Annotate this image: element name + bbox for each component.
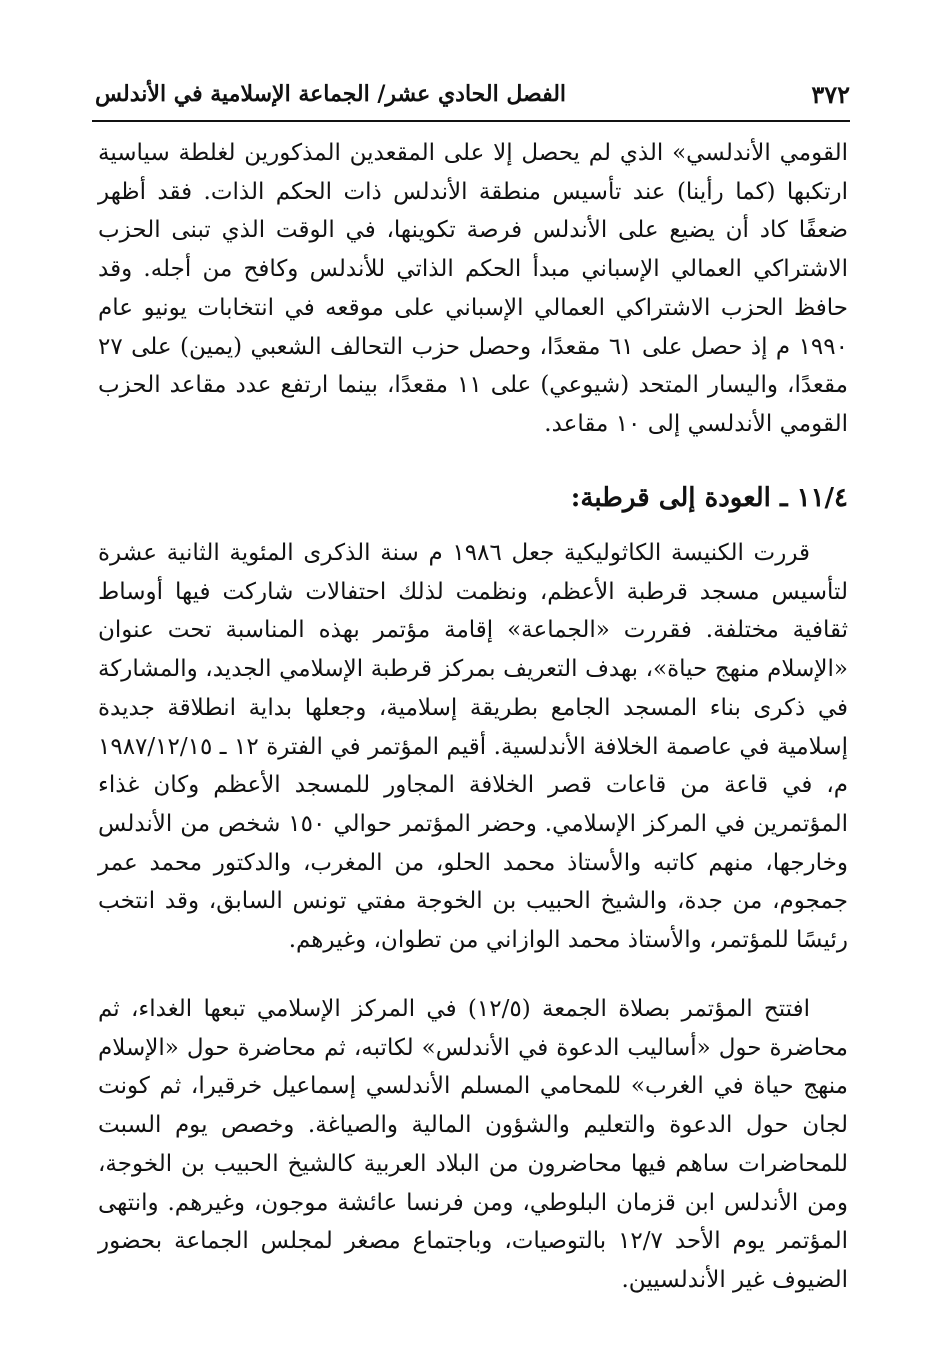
paragraph-3: افتتح المؤتمر بصلاة الجمعة (١٢/٥) في المركز الإسلامي تبعها الغداء، ثم محاضرة حول «أساليب الدعوة في الأندلس» لكاتبه، ثم محاضرة حول «الإسلام منهج حياة في الغرب» للمحامي المسلم الأندلسي إسماعيل خرقيرا، ثم كونت لجان حول الدعوة والتعليم والشؤون المالية والصياغة. وخصص يوم السبت للمحاضرات ساهم فيها محاضرون من البلاد العربية كالشيخ الحبيب بن الخوجة، ومن الأندلس ابن قزمان البلوطي، ومن فرنسا عائشة موجون، وغيرهم. وانتهى المؤتمر يوم الأحد ١٢/٧ بالتوصيات، وباجتماع مصغر لمجلس الجماعة بحضور الضيوف غير الأندلسيين.	[98, 996, 849, 1293]
paragraph-2: قررت الكنيسة الكاثوليكية جعل ١٩٨٦ م سنة الذكرى المئوية الثانية عشرة لتأسيس مسجد قرطبة الأعظم، ونظمت لذلك احتفالات شاركت فيها أوساط ثقافية مختلفة. فقررت «الجماعة» إقامة مؤتمر بهذه المناسبة تحت عنوان «الإسلام منهج حياة»، بهدف التعريف بمركز قرطبة الإسلامي الجديد، والمشاركة في ذكرى بناء المسجد الجامع بطريقة إسلامية، وجعلها بداية انطلاقة جديدة إسلامية في عاصمة الخلافة الأندلسية. أقيم المؤتمر في الفترة ١٢ ـ ١٩٨٧/١٢/١٥ م، في قاعة من قاعات قصر الخلافة المجاور للمسجد الأعظم وكان غذاء المؤتمرين في المركز الإسلامي. وحضر المؤتمر حوالي ١٥٠ شخص من الأندلس وخارجها، منهم كاتبه والأستاذ محمد الحلو، من المغرب، والدكتور محمد عمر جمجوم، من جدة، والشيخ الحبيب بن الخوجة مفتي تونس السابق، وقد انتخب رئيسًا للمؤتمر، والأستاذ محمد الوازاني من تطوان، وغيرهم.	[98, 540, 848, 954]
page-number: ٣٧٢	[811, 79, 850, 109]
header-divider	[92, 120, 850, 122]
paragraph-1: القومي الأندلسي» الذي لم يحصل إلا على المقعدين المذكورين لغلطة سياسية ارتكبها (كما رأينا) عند تأسيس منطقة الأندلس ذات الحكم الذات. فقد أظهر ضعفًا كاد أن يضيع على الأندلس فرصة تكوينها، في الوقت الذي تبنى الحزب الاشتراكي العمالي الإسباني مبدأ الحكم الذاتي للأندلس وكافح من أجله. وقد حافظ الحزب الاشتراكي العمالي الإسباني على موقعه في انتخابات يونيو عام ١٩٩٠ م إذ حصل على ٦١ مقعدًا، وحصل حزب التحالف الشعبي (يمين) على ٢٧ مقعدًا، واليسار المتحد (شيوعي) على ١١ مقعدًا، بينما ارتفع عدد مقاعد الحزب القومي الأندلسي إلى ١٠ مقاعد.	[98, 140, 848, 437]
section-heading: ١١/٤ ـ العودة إلى قرطبة:	[570, 483, 848, 513]
page-header	[95, 72, 850, 116]
chapter-title: الفصل الحادي عشر/ الجماعة الإسلامية في الأندلس	[95, 81, 567, 107]
